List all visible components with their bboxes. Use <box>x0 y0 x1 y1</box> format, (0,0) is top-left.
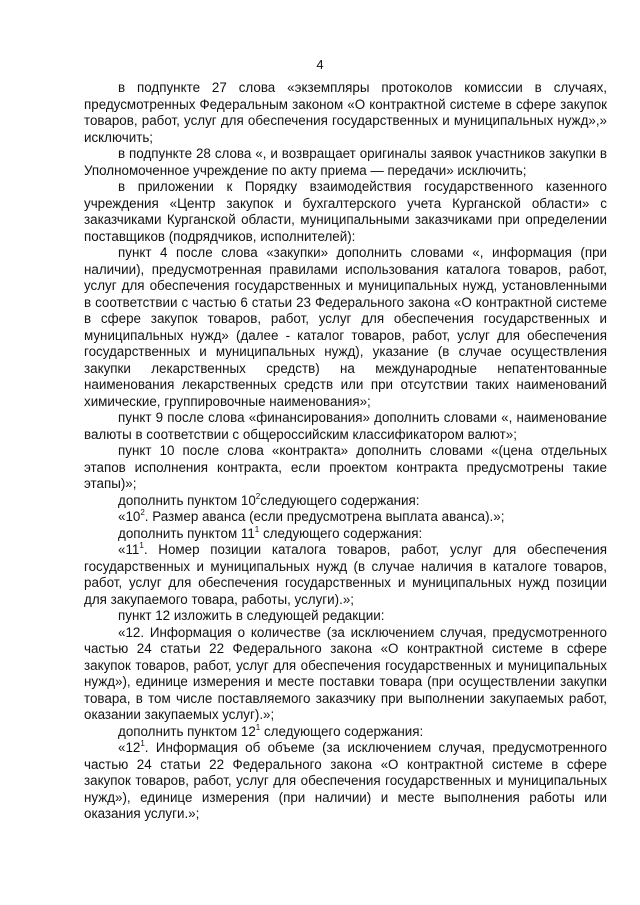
paragraph-appendix: в приложении к Порядку взаимодействия государственного казенного учреждения «Центр закупок и бухгалтерского учета Курганской области» с заказчиками Курганской области, муниципальными заказчиками при определении поставщиков (подрядчиков, исполнителей): <box>84 179 607 244</box>
superscript: 2 <box>140 508 145 517</box>
paragraph-item-11-1-text <box>84 542 607 608</box>
superscript: 1 <box>254 524 260 534</box>
text-segment: «10 <box>118 509 141 524</box>
paragraph-item-9: пункт 9 после слова «финансирования» дополнить словами «, наименование валюты в соответствии с общероссийским классификатором валют»; <box>84 410 607 442</box>
text-segment: «12 <box>118 740 141 755</box>
paragraph-item-12: пункт 12 изложить в следующей редакции: <box>118 608 385 623</box>
text-segment: . Информация об объеме (за исключением случая, предусмотренного частью 24 статьи 22 Федерального закона «О контрактной системе в сфере закупок товаров, работ, услуг для обеспечения государственных и муниципальных нужд»), единице измерения (при наличии) и месте выполнения работы или оказания услуги.»; <box>84 740 607 821</box>
paragraph-add-item-12-1 <box>84 724 607 741</box>
text-segment: дополнить пунктом 10 <box>118 492 256 508</box>
paragraph-item-12-text: «12. Информация о количестве (за исключением случая, предусмотренного частью 24 статьи 22 Федерального закона «О контрактной системе в сфере закупок товаров, работ, услуг для обеспечения государственных и муниципальных нужд»), единице измерения и месте поставки товара (при осуществлении закупки товара, в том числе поставляемого заказчику при выполнении закупаемых работ, оказании закупаемых услуг).»; <box>84 624 607 722</box>
paragraph-item-4: пункт 4 после слова «закупки» дополнить словами «, информация (при наличии), предусмотренная правилами использования каталога товаров, работ, услуг для обеспечения государственных и муниципальных нужд, установленными в соответствии с частью 6 статьи 23 Федерального закона «О контрактной системе в сфере закупок товаров, работ, услуг для обеспечения государственных и муниципальных нужд» (далее - каталог товаров, работ, услуг для обеспечения государственных и муниципальных нужд), указание (в случае осуществления закупки лекарственных средств) на международные непатентованные наименования лекарственных средств или при отсутствии таких наименований химические, группировочные наименования»; <box>84 245 607 409</box>
text-segment: . Номер позиции каталога товаров, работ, услуг для обеспечения государственных и муниципальных нужд (в случае наличия в каталоге товаров, работ, услуг для обеспечения государственных и муниципальных нужд позиции для закупаемого товара, работы, услуги).»; <box>84 542 607 607</box>
superscript: 2 <box>255 491 261 501</box>
text-segment: следующего содержания: <box>260 723 424 739</box>
page-number: 4 <box>316 57 324 72</box>
paragraph-item-10: пункт 10 после слова «контракта» дополнить словами «(цена отдельных этапов исполнения контракта, если проектом контракта предусмотрены такие этапы)»; <box>84 443 607 491</box>
text-segment: дополнить пунктом 12 <box>118 723 256 739</box>
text-segment: дополнить пунктом 11 <box>118 525 255 541</box>
paragraph-item-10-2-text <box>84 509 607 526</box>
superscript: 1 <box>139 541 144 550</box>
text-segment: . Размер аванса (если предусмотрена выплата аванса).»; <box>144 509 505 524</box>
paragraph-subitem-28: в подпункте 28 слова «, и возвращает оригиналы заявок участников закупки в Уполномоченное учреждение по акту приема — передачи» исключить; <box>84 146 607 178</box>
text-segment: следующего содержания: <box>259 525 423 541</box>
text-segment: «11 <box>118 542 140 557</box>
paragraph-add-item-10-2 <box>84 493 607 510</box>
document-body <box>84 80 607 823</box>
paragraph-subitem-27: в подпункте 27 слова «экземпляры протоколов комиссии в случаях, предусмотренных Федеральным законом «О контрактной системе в сфере закупок товаров, работ, услуг для обеспечения государственных и муниципальных нужд»,» исключить; <box>84 80 607 145</box>
paragraph-item-12-1-text <box>84 740 607 823</box>
text-segment: следующего содержания: <box>260 492 420 508</box>
superscript: 1 <box>140 739 145 748</box>
superscript: 1 <box>255 722 261 732</box>
paragraph-add-item-11-1 <box>84 526 607 543</box>
